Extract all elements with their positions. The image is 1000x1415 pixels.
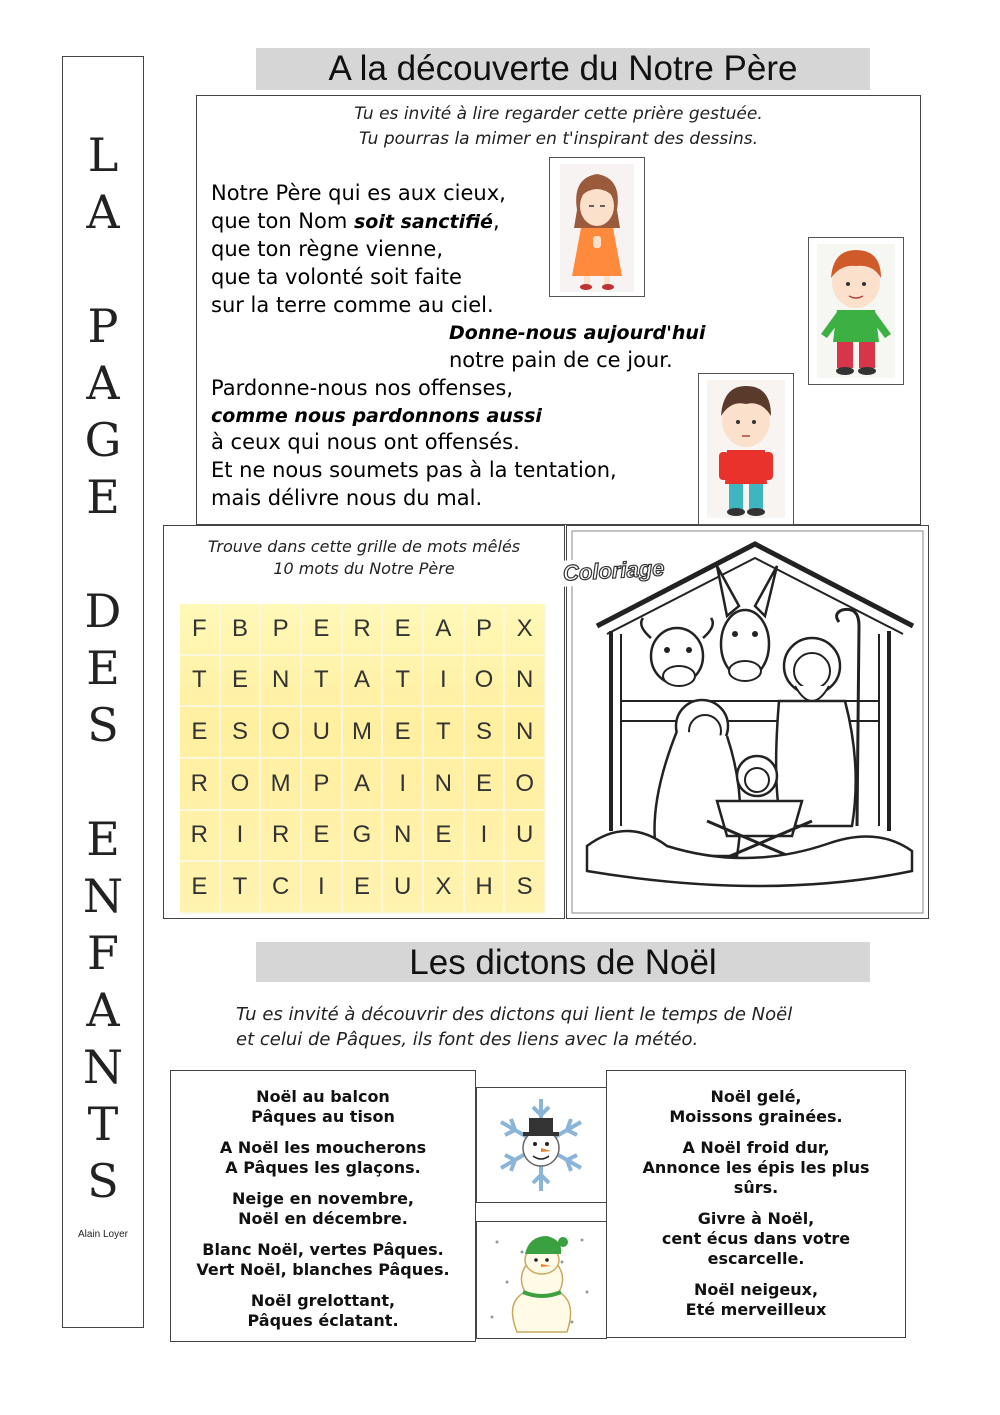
section-title-dictons: Les dictons de Noël	[256, 942, 870, 982]
grid-cell[interactable]: R	[180, 759, 221, 811]
grid-cell[interactable]: O	[465, 656, 506, 708]
grid-cell[interactable]: E	[180, 707, 221, 759]
dicton-line: Pâques au tison	[251, 1107, 395, 1126]
boy-open-arms-icon	[809, 238, 903, 384]
prayer-intro: Tu es invité à lire regarder cette prière gestuée. Tu pourras la mimer en t'inspirant des dessins.	[354, 104, 763, 149]
grid-cell[interactable]: R	[343, 604, 384, 656]
prayer-line: que ta volonté soit faite	[211, 265, 462, 289]
coloring-label: Coloriage	[559, 555, 668, 587]
dictons-left-box	[170, 1070, 476, 1342]
grid-cell[interactable]: N	[505, 707, 546, 759]
vertical-title-letter: L	[87, 128, 119, 182]
grid-cell[interactable]: B	[221, 604, 262, 656]
grid-cell[interactable]: S	[505, 862, 546, 914]
vertical-title-letter: A	[86, 185, 120, 239]
dictons-left-list	[171, 1087, 475, 1331]
grid-cell[interactable]: I	[383, 759, 424, 811]
vertical-title-letter: E	[86, 812, 120, 866]
vertical-title-letter: N	[82, 1040, 124, 1094]
grid-cell[interactable]: O	[505, 759, 546, 811]
snowman-icon	[477, 1222, 606, 1338]
dicton-line: Vert Noël, blanches Pâques.	[196, 1260, 450, 1279]
dicton-line: Noël neigeux,	[693, 1280, 819, 1299]
grid-cell[interactable]: P	[465, 604, 506, 656]
section-title-notre-pere: A la découverte du Notre Père	[256, 48, 870, 90]
grid-cell[interactable]: A	[343, 759, 384, 811]
snowman-picture	[476, 1221, 607, 1339]
snowflake-icon	[477, 1088, 606, 1202]
grid-cell[interactable]: N	[383, 811, 424, 863]
dicton-line: A Noël froid dur,	[682, 1138, 830, 1157]
grid-cell[interactable]: C	[261, 862, 302, 914]
prayer-line: que ton Nom soit sanctifié,	[211, 209, 500, 233]
grid-cell[interactable]: T	[424, 707, 465, 759]
prayer-line: Et ne nous soumets pas à la tentation,	[211, 458, 617, 482]
vertical-title-letter: E	[86, 470, 120, 524]
dicton-line: Moissons grainées.	[669, 1107, 843, 1126]
prayer-line: à ceux qui nous ont offensés.	[211, 430, 520, 454]
grid-cell[interactable]: I	[221, 811, 262, 863]
boy-standing-picture	[698, 373, 794, 525]
grid-cell[interactable]: S	[221, 707, 262, 759]
dicton-line: Noël au balcon	[256, 1087, 390, 1106]
grid-cell[interactable]: A	[424, 604, 465, 656]
vertical-title-letter: P	[87, 299, 119, 353]
grid-cell[interactable]: T	[302, 656, 343, 708]
prayer-line: notre pain de ce jour.	[449, 348, 673, 372]
grid-cell[interactable]: E	[383, 604, 424, 656]
grid-cell[interactable]: X	[505, 604, 546, 656]
grid-cell[interactable]: F	[180, 604, 221, 656]
grid-cell[interactable]: H	[465, 862, 506, 914]
dicton-line: sûrs.	[733, 1178, 779, 1197]
grid-cell[interactable]: S	[465, 707, 506, 759]
grid-cell[interactable]: T	[180, 656, 221, 708]
grid-cell[interactable]: I	[465, 811, 506, 863]
dictons-right-box	[606, 1070, 906, 1338]
dicton-line: Noël grelottant,	[250, 1291, 396, 1310]
grid-cell[interactable]: E	[383, 707, 424, 759]
dictons-intro: Tu es invité à découvrir des dictons qui lient le temps de Noël et celui de Pâques, ils font des liens avec la météo.	[236, 1004, 793, 1050]
dicton-line: Givre à Noël,	[697, 1209, 815, 1228]
grid-cell[interactable]: T	[221, 862, 262, 914]
grid-cell[interactable]: U	[383, 862, 424, 914]
snowflake-snowman-picture	[476, 1087, 607, 1203]
vertical-title-letter: A	[86, 983, 120, 1037]
grid-cell[interactable]: T	[383, 656, 424, 708]
grid-cell[interactable]: G	[343, 811, 384, 863]
word-search-grid	[180, 604, 546, 914]
grid-cell[interactable]: A	[343, 656, 384, 708]
girl-praying-picture	[549, 157, 645, 297]
vertical-title	[63, 127, 143, 1210]
grid-cell[interactable]: E	[343, 862, 384, 914]
vertical-title-letter: F	[87, 926, 119, 980]
dicton-line: Pâques éclatant.	[247, 1311, 399, 1330]
coloring-box	[566, 525, 929, 919]
grid-cell[interactable]: N	[261, 656, 302, 708]
author-credit: Alain Loyer	[77, 1229, 129, 1240]
dicton-line: Eté merveilleux	[685, 1300, 827, 1319]
dicton-line: A Noël les moucherons	[219, 1138, 427, 1157]
grid-cell[interactable]: E	[302, 604, 343, 656]
vertical-title-letter: E	[86, 641, 120, 695]
grid-cell[interactable]: E	[180, 862, 221, 914]
word-search-box	[163, 525, 565, 919]
nativity-coloring-icon[interactable]	[567, 526, 928, 918]
vertical-title-letter: G	[84, 413, 122, 467]
dicton-line: cent écus dans votre	[661, 1229, 851, 1248]
prayer-line: Donne-nous aujourd'hui	[449, 322, 706, 344]
grid-cell[interactable]: M	[261, 759, 302, 811]
grid-cell[interactable]: E	[465, 759, 506, 811]
grid-cell[interactable]: N	[424, 759, 465, 811]
boy-standing-icon	[699, 374, 793, 524]
grid-cell[interactable]: X	[424, 862, 465, 914]
grid-cell[interactable]: M	[343, 707, 384, 759]
dicton-line: Blanc Noël, vertes Pâques.	[202, 1240, 444, 1259]
grid-cell[interactable]: R	[180, 811, 221, 863]
prayer-line: que ton règne vienne,	[211, 237, 444, 261]
vertical-title-letter: S	[87, 1154, 119, 1208]
grid-cell[interactable]: E	[302, 811, 343, 863]
grid-cell[interactable]: U	[505, 811, 546, 863]
grid-cell[interactable]: N	[505, 656, 546, 708]
dicton-line: escarcelle.	[707, 1249, 805, 1268]
dictons-right-list	[607, 1087, 905, 1320]
grid-cell[interactable]: R	[261, 811, 302, 863]
prayer-line: comme nous pardonnons aussi	[211, 405, 542, 427]
dicton-line: A Pâques les glaçons.	[225, 1158, 421, 1177]
vertical-title-letter: D	[84, 584, 122, 638]
word-search-intro: Trouve dans cette grille de mots mêlés 10 mots du Notre Père	[207, 537, 521, 578]
grid-cell[interactable]: E	[221, 656, 262, 708]
vertical-title-letter: T	[87, 1097, 119, 1151]
vertical-title-letter: S	[87, 698, 119, 752]
prayer-line: Notre Père qui es aux cieux,	[211, 181, 506, 205]
grid-cell[interactable]: I	[302, 862, 343, 914]
grid-cell[interactable]: P	[302, 759, 343, 811]
dicton-line: Noël gelé,	[710, 1087, 802, 1106]
grid-cell[interactable]: E	[424, 811, 465, 863]
grid-cell[interactable]: O	[261, 707, 302, 759]
vertical-title-letter: N	[82, 869, 124, 923]
grid-cell[interactable]: U	[302, 707, 343, 759]
boy-open-arms-picture	[808, 237, 904, 385]
grid-cell[interactable]: I	[424, 656, 465, 708]
vertical-title-band	[62, 56, 144, 1328]
girl-praying-icon	[550, 158, 644, 296]
prayer-line: sur la terre comme au ciel.	[211, 293, 494, 317]
grid-cell[interactable]: P	[261, 604, 302, 656]
prayer-line: mais délivre nous du mal.	[211, 486, 483, 510]
dicton-line: Annonce les épis les plus	[642, 1158, 870, 1177]
dicton-line: Noël en décembre.	[238, 1209, 408, 1228]
grid-cell[interactable]: O	[221, 759, 262, 811]
vertical-title-letter: A	[86, 356, 120, 410]
dicton-line: Neige en novembre,	[231, 1189, 415, 1208]
prayer-line: Pardonne-nous nos offenses,	[211, 376, 514, 400]
